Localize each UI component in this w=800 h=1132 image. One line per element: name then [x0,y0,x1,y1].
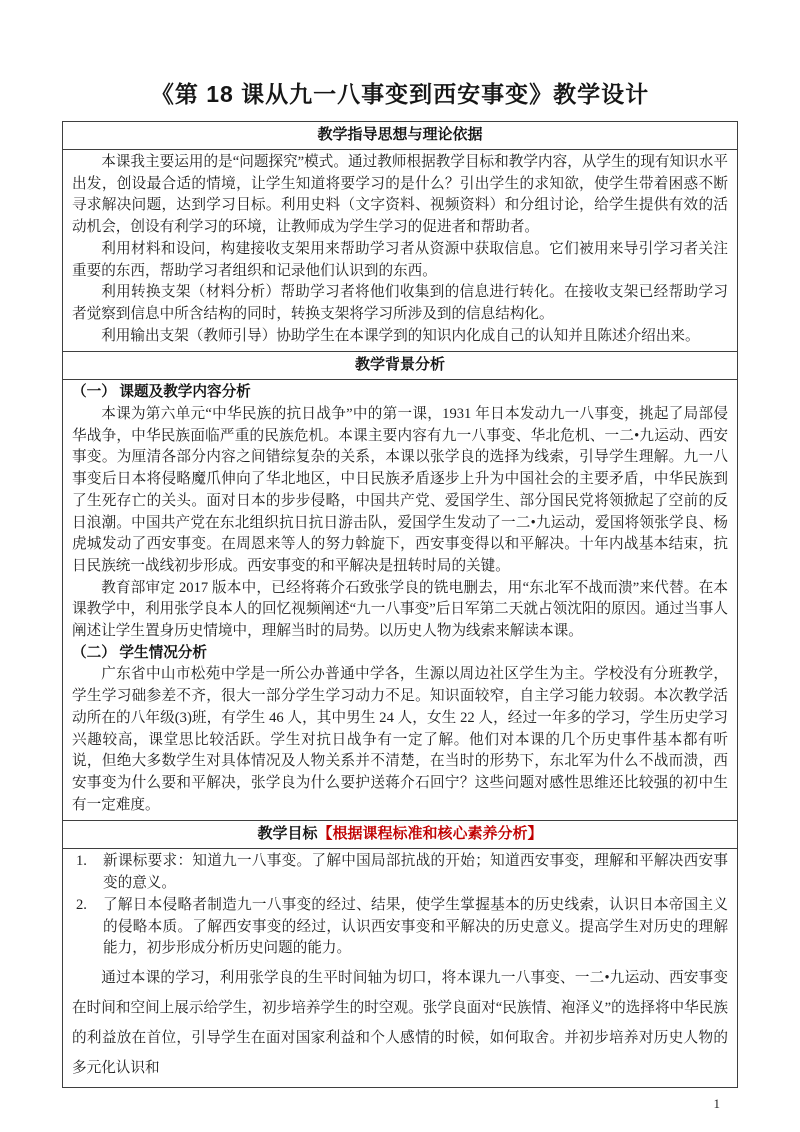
subsection-heading-topic-content-analysis: （一） 课题及教学内容分析 [72,384,251,401]
paragraph-2017-edition-note: 教育部审定 2017 版本中，已经将蒋介石致张学良的铣电删去，用“东北军不战而溃”来代替。在本课教学中，利用张学良本人的回忆视频阐述“九一八事变”后日军第二天就占领沈阳的原因。通过当事人阐述让学生置身历史情境中，理解当时的局势。以历史人物为线索来解读本课。 [72,579,728,640]
goal-item-text: 新课标要求：知道九一八事变。了解中国局部抗战的开始；知道西安事变，理解和平解决西安事变的意义。 [103,853,728,892]
section-body-teaching-goals [63,849,737,1087]
goal-item-number: 2. [76,896,87,913]
section-header-teaching-goals [63,821,737,849]
paragraph-receiving-scaffold: 利用材料和设问，构建接收支架用来帮助学习者从资源中获取信息。它们被用来导引学习者关注重要的东西，帮助学习者组织和记录他们认识到的东西。 [72,240,728,279]
paragraph-problem-inquiry-mode: 本课我主要运用的是“问题探究”模式。通过教师根据教学目标和教学内容，从学生的现有知识水平出发，创设最合适的情境，让学生知道将要学习的是什么？引出学生的求知欲，使学生带着困惑不断寻求解决问题，达到学习目标。利用史料（文字资料、视频资料）和分组讨论，给学生提供有效的活动机会，创设有利学习的环境，让教师成为学生学习的促进者和帮助者。 [72,154,728,236]
paragraph-time-space-concept: 通过本课的学习，利用张学良的生平时间轴为切口，将本课九一八事变、一二•九运动、西安事变在时间和空间上展示给学生，初步培养学生的时空观。张学良面对“民族情、袍泽义”的选择将中华民族的利益放在首位，引导学生在面对国家利益和个人感情的时候，如何取舍。并初步培养对历史人物的多元化认识和 [72,969,728,1076]
section-body-background-analysis [63,380,737,821]
paragraph-transform-scaffold: 利用转换支架（材料分析）帮助学习者将他们收集到的信息进行转化。在接收支架已经帮助学习者觉察到信息中所含结构的同时，转换支架将学习所涉及到的信息结构化。 [72,284,728,322]
teaching-goals-standards-note: 【根据课程标准和核心素养分析】 [317,826,543,843]
teaching-goals-label: 教学目标 [257,826,318,843]
goal-item-number: 1. [76,853,87,870]
goal-list-item-1 [72,851,728,894]
teaching-design-table [62,121,738,1088]
paragraph-student-situation: 广东省中山市松苑中学是一所公办普通中学各，生源以周边社区学生为主。学校没有分班教学，学生学习础参差不齐，很大一部分学生学习动力不足。知识面较窄，自主学习能力较弱。本次教学活动所在的八年级(3)班，有学生 46 人，其中男生 24 人，女生 22 人，经过一年多的学习，学生历史学习兴趣较高，课堂思比较活跃。学生对抗日战争有一定了解。他们对本课的几个历史事件基本都有听说，但绝大多数学生对具体情况及人物关系并不清楚，在当时的形势下，东北军为什么不战而溃，西安事变为什么要和平解决，张学良为什么要护送蒋介石回宁？这些问题对感性思维还比较强的初中生有一定难度。 [72,666,728,813]
section-header-background-analysis: 教学背景分析 [63,352,737,380]
section-header-guiding-ideology: 教学指导思想与理论依据 [63,122,737,150]
page-title: 《第 18 课从九一八事变到西安事变》教学设计 [150,81,650,107]
page-number: 1 [713,1095,720,1111]
goal-list-item-2 [72,895,728,960]
goal-item-text: 了解日本侵略者制造九一八事变的经过、结果，使学生掌握基本的历史线索，认识日本帝国主义的侵略本质。了解西安事变的经过，认识西安事变和平解决的历史意义。提高学生对历史的理解能力，初步形成分析历史问题的能力。 [103,896,728,957]
subsection-heading-student-analysis: （二） 学生情况分析 [72,644,207,661]
section-body-guiding-ideology [63,150,737,352]
paragraph-output-scaffold: 利用输出支架（教师引导）协助学生在本课学到的知识内化成自己的认知并且陈述介绍出来。 [101,327,700,344]
paragraph-lesson-content-overview: 本课为第六单元“中华民族的抗日战争”中的第一课，1931 年日本发动九一八事变，挑起了局部侵华战争，中华民族面临严重的民族危机。本课主要内容有九一八事变、华北危机、一二•九运动、西安事变。为厘清各部分内容之间错综复杂的关系，本课以张学良的选择为线索，引导学生理解。九一八事变后日本将侵略魔爪伸向了华北地区，中日民族矛盾逐步上升为中国社会的主要矛盾，中华民族到了生死存亡的关头。面对日本的步步侵略，中国共产党、爱国学生、部分国民党将领掀起了空前的反日浪潮。中国共产党在东北组织抗日抗日游击队，爱国学生发动了一二•九运动，爱国将领张学良、杨虎城发动了西安事变。在周恩来等人的努力斡旋下，西安事变得以和平解决。十年内战基本结束，抗日民族统一战线初步形成。西安事变的和平解决是扭转时局的关键。 [72,406,728,574]
